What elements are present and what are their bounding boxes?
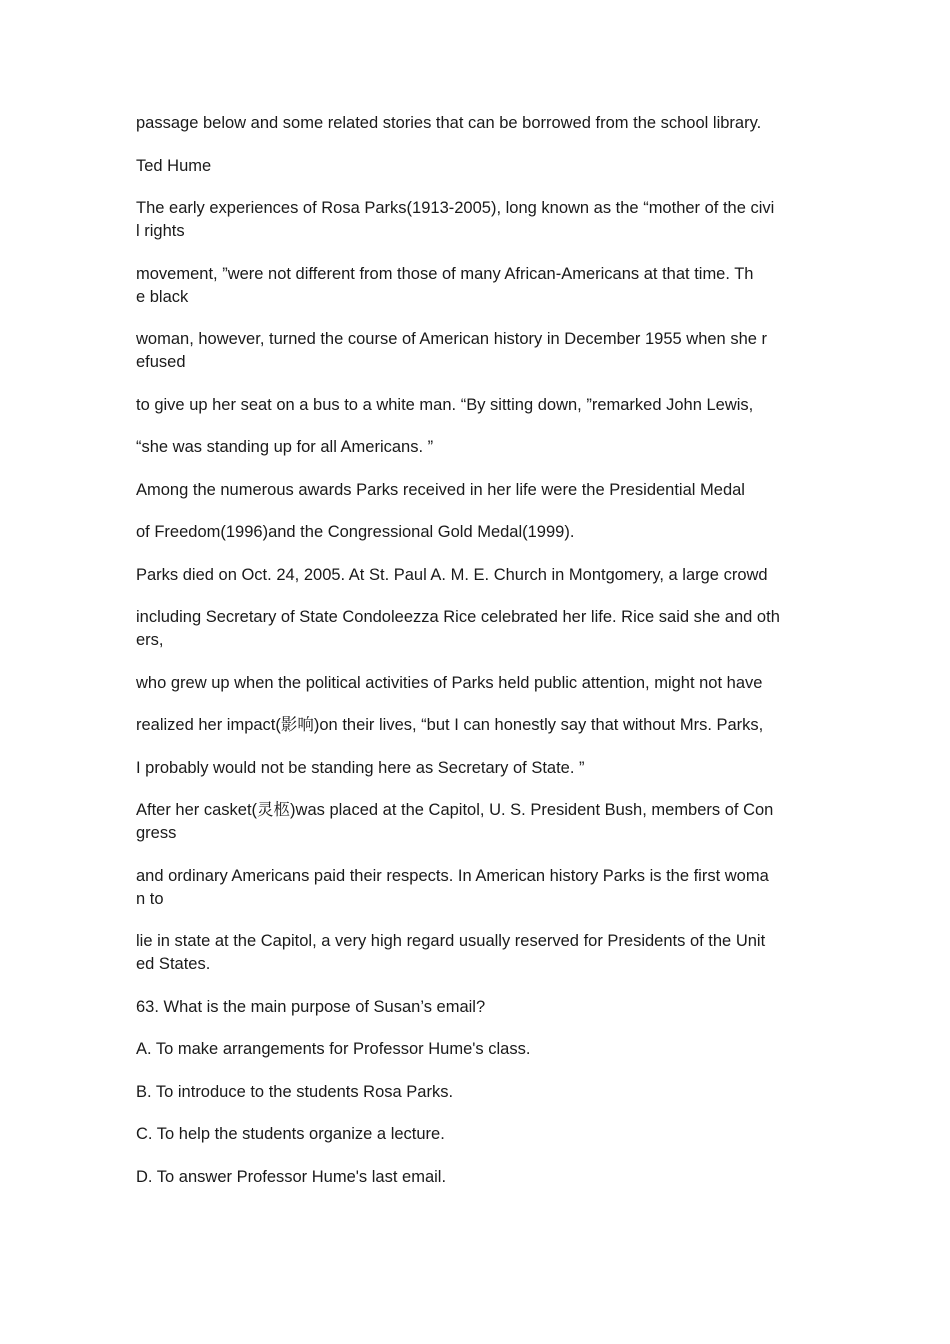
paragraph-line: ed States. xyxy=(136,955,211,973)
paragraph-line: Parks died on Oct. 24, 2005. At St. Paul A. M. E. Church in Montgomery, a large crowd xyxy=(136,565,768,584)
paragraph-line: “she was standing up for all Americans. ” xyxy=(136,438,434,456)
question-block xyxy=(136,996,820,1189)
passage-paragraph xyxy=(136,197,820,243)
passage-paragraph xyxy=(136,394,820,417)
paragraph-line: including Secretary of State Condoleezza Rice celebrated her life. Rice said she and oth xyxy=(136,608,780,626)
paragraph-line: I probably would not be standing here as Secretary of State. ” xyxy=(136,758,585,777)
question-stem: 63. What is the main purpose of Susan’s email? xyxy=(136,997,486,1016)
paragraph-line: Ted Hume xyxy=(136,156,212,175)
paragraph-line: The early experiences of Rosa Parks(1913-2005), long known as the “mother of the civi xyxy=(136,199,775,217)
paragraph-line: lie in state at the Capitol, a very high regard usually reserved for Presidents of the Unit xyxy=(136,932,766,950)
passage-paragraph xyxy=(136,436,820,459)
paragraph-line: After her casket(灵柩)was placed at the Capitol, U. S. President Bush, members of Con xyxy=(136,801,774,819)
paragraph-line: Among the numerous awards Parks received in her life were the Presidential Medal xyxy=(136,480,745,499)
paragraph-line: and ordinary Americans paid their respects. In American history Parks is the first woma xyxy=(136,866,769,885)
paragraph-line: movement, ”were not different from those of many African-Americans at that time. Th xyxy=(136,264,754,283)
paragraph-line: ers, xyxy=(136,631,164,649)
passage-paragraph xyxy=(136,865,820,911)
passage-paragraph xyxy=(136,564,820,587)
paragraph-line: e black xyxy=(136,287,189,306)
option-d: D. To answer Professor Hume's last email. xyxy=(136,1167,447,1186)
passage-paragraph xyxy=(136,714,820,737)
passage-paragraph xyxy=(136,799,820,845)
paragraph-line: woman, however, turned the course of American history in December 1955 when she r xyxy=(136,330,767,348)
option-a: A. To make arrangements for Professor Hume's class. xyxy=(136,1040,531,1058)
passage-paragraph xyxy=(136,112,820,135)
paragraph-line: realized her impact(影响)on their lives, “but I can honestly say that without Mrs. Parks, xyxy=(136,716,764,734)
passage-paragraph xyxy=(136,479,820,502)
passage-paragraph xyxy=(136,930,820,976)
passage-paragraph xyxy=(136,757,820,780)
passage-paragraph xyxy=(136,521,820,544)
paragraph-line: to give up her seat on a bus to a white man. “By sitting down, ”remarked John Lewis, xyxy=(136,395,754,414)
paragraph-line: n to xyxy=(136,889,164,908)
passage-paragraph xyxy=(136,606,820,652)
paragraph-line: passage below and some related stories that can be borrowed from the school library. xyxy=(136,114,762,132)
document-page xyxy=(136,112,820,1208)
paragraph-line: who grew up when the political activities of Parks held public attention, might not have xyxy=(136,673,763,692)
option-c: C. To help the students organize a lecture. xyxy=(136,1125,445,1143)
passage-paragraph xyxy=(136,328,820,374)
passage-paragraph xyxy=(136,263,820,309)
passage-paragraph xyxy=(136,155,820,178)
paragraph-line: of Freedom(1996)and the Congressional Gold Medal(1999). xyxy=(136,523,575,541)
paragraph-line: efused xyxy=(136,353,186,371)
passage-paragraph xyxy=(136,672,820,695)
reading-passage xyxy=(136,112,820,976)
option-b: B. To introduce to the students Rosa Parks. xyxy=(136,1082,454,1101)
paragraph-line: gress xyxy=(136,824,177,842)
paragraph-line: l rights xyxy=(136,222,185,240)
